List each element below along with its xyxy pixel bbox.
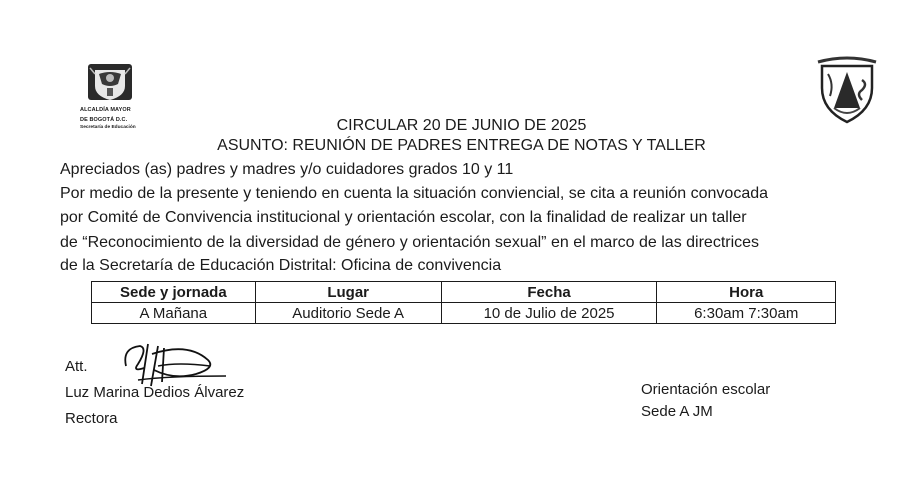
body-line: Por medio de la presente y teniendo en cuenta la situación conviencial, se cita a reunión convocada [60,185,769,202]
cell-hora: 6:30am 7:30am [657,303,836,324]
circular-title: CIRCULAR 20 DE JUNIO DE 2025 [336,117,587,134]
schedule-table [91,281,836,324]
alcaldia-line3: Secretaría de Educación [80,125,136,130]
column-header-hora: Hora [657,282,836,303]
table-header-row [92,282,836,303]
cell-sede: A Mañana [92,303,256,324]
orientation-sede: Sede A JM [641,403,713,420]
bogota-coat-of-arms-icon [85,62,135,104]
column-header-lugar: Lugar [255,282,441,303]
circular-subject: ASUNTO: REUNIÓN DE PADRES ENTREGA DE NOTAS Y TALLER [217,137,706,154]
greeting: Apreciados (as) padres y madres y/o cuidadores grados 10 y 11 [60,161,514,178]
alcaldia-line1: ALCALDÍA MAYOR [80,107,131,113]
cell-lugar: Auditorio Sede A [255,303,441,324]
column-header-fecha: Fecha [441,282,657,303]
body-line: de “Reconocimiento de la diversidad de género y orientación sexual” en el marco de las directrices [60,234,760,251]
alcaldia-line2: DE BOGOTÁ D.C. [80,116,128,123]
orientation-role: Orientación escolar [641,381,771,398]
table-row [92,303,836,324]
body-line: por Comité de Convivencia institucional y orientación escolar, con la finalidad de realizar un taller [60,209,747,226]
school-shield-icon [812,52,882,124]
signer-role: Rectora [65,410,118,427]
signer-name: Luz Marina Dedios Álvarez [65,384,245,401]
column-header-sede: Sede y jornada [92,282,256,303]
school-emblem [812,52,882,124]
cell-fecha: 10 de Julio de 2025 [441,303,657,324]
att-label: Att. [65,358,88,375]
body-line: de la Secretaría de Educación Distrital: Oficina de convivencia [60,257,502,274]
